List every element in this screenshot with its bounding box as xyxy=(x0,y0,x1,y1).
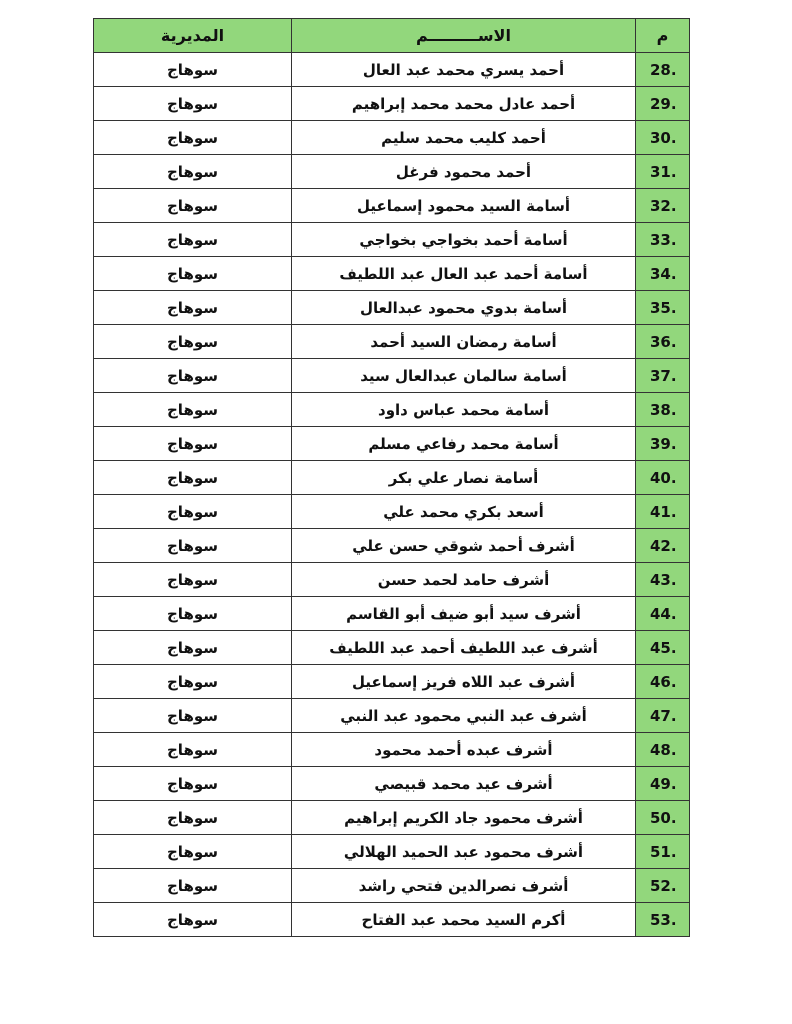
row-name: أشرف حامد لحمد حسن xyxy=(292,563,636,597)
row-number: 53. xyxy=(636,903,690,937)
row-name: أسامة محمد رفاعي مسلم xyxy=(292,427,636,461)
row-directorate: سوهاج xyxy=(94,903,292,937)
table-row xyxy=(94,869,690,903)
row-name: أحمد محمود فرغل xyxy=(292,155,636,189)
row-directorate: سوهاج xyxy=(94,529,292,563)
table-row xyxy=(94,699,690,733)
row-name: أحمد عادل محمد محمد إبراهيم xyxy=(292,87,636,121)
row-number: 45. xyxy=(636,631,690,665)
row-directorate: سوهاج xyxy=(94,597,292,631)
table-row xyxy=(94,767,690,801)
row-name: أشرف محمود جاد الكريم إبراهيم xyxy=(292,801,636,835)
table-row xyxy=(94,291,690,325)
table-row xyxy=(94,563,690,597)
row-number: 40. xyxy=(636,461,690,495)
row-number: 41. xyxy=(636,495,690,529)
table-row xyxy=(94,189,690,223)
row-directorate: سوهاج xyxy=(94,291,292,325)
row-directorate: سوهاج xyxy=(94,189,292,223)
row-directorate: سوهاج xyxy=(94,427,292,461)
row-name: أشرف نصرالدين فتحي راشد xyxy=(292,869,636,903)
row-number: 48. xyxy=(636,733,690,767)
row-directorate: سوهاج xyxy=(94,699,292,733)
row-number: 42. xyxy=(636,529,690,563)
row-name: أكرم السيد محمد عبد الفتاح xyxy=(292,903,636,937)
header-row xyxy=(94,19,690,53)
table-row xyxy=(94,87,690,121)
row-name: أشرف عبد اللاه فريز إسماعيل xyxy=(292,665,636,699)
row-number: 38. xyxy=(636,393,690,427)
table-row xyxy=(94,257,690,291)
row-name: أشرف عبده أحمد محمود xyxy=(292,733,636,767)
table-row xyxy=(94,801,690,835)
row-number: 29. xyxy=(636,87,690,121)
row-number: 51. xyxy=(636,835,690,869)
table-row xyxy=(94,495,690,529)
row-directorate: سوهاج xyxy=(94,801,292,835)
table-row xyxy=(94,733,690,767)
row-number: 44. xyxy=(636,597,690,631)
row-name: أسامة رمضان السيد أحمد xyxy=(292,325,636,359)
row-number: 52. xyxy=(636,869,690,903)
table-row xyxy=(94,903,690,937)
row-name: أسعد بكري محمد علي xyxy=(292,495,636,529)
row-name: أشرف سيد أبو ضيف أبو القاسم xyxy=(292,597,636,631)
header-name: الاســـــــــم xyxy=(292,19,636,53)
row-directorate: سوهاج xyxy=(94,461,292,495)
row-name: أسامة السيد محمود إسماعيل xyxy=(292,189,636,223)
row-name: أشرف عبد النبي محمود عبد النبي xyxy=(292,699,636,733)
row-name: أحمد كليب محمد سليم xyxy=(292,121,636,155)
row-directorate: سوهاج xyxy=(94,495,292,529)
names-table xyxy=(93,18,690,937)
row-name: أشرف عبد اللطيف أحمد عبد اللطيف xyxy=(292,631,636,665)
row-number: 49. xyxy=(636,767,690,801)
row-name: أحمد يسري محمد عبد العال xyxy=(292,53,636,87)
row-number: 28. xyxy=(636,53,690,87)
row-number: 33. xyxy=(636,223,690,257)
table-row xyxy=(94,223,690,257)
table-row xyxy=(94,359,690,393)
row-directorate: سوهاج xyxy=(94,53,292,87)
row-number: 46. xyxy=(636,665,690,699)
row-number: 37. xyxy=(636,359,690,393)
table-row xyxy=(94,835,690,869)
table-row xyxy=(94,665,690,699)
table-row xyxy=(94,631,690,665)
row-number: 35. xyxy=(636,291,690,325)
row-number: 31. xyxy=(636,155,690,189)
row-number: 43. xyxy=(636,563,690,597)
row-number: 39. xyxy=(636,427,690,461)
row-directorate: سوهاج xyxy=(94,223,292,257)
row-directorate: سوهاج xyxy=(94,869,292,903)
table-row xyxy=(94,325,690,359)
row-name: أسامة أحمد بخواجي بخواجي xyxy=(292,223,636,257)
row-name: أسامة أحمد عبد العال عبد اللطيف xyxy=(292,257,636,291)
row-directorate: سوهاج xyxy=(94,835,292,869)
table-row xyxy=(94,427,690,461)
row-number: 36. xyxy=(636,325,690,359)
row-directorate: سوهاج xyxy=(94,155,292,189)
row-number: 34. xyxy=(636,257,690,291)
header-number: م xyxy=(636,19,690,53)
row-number: 30. xyxy=(636,121,690,155)
row-name: أشرف أحمد شوقي حسن علي xyxy=(292,529,636,563)
row-name: أسامة نصار علي بكر xyxy=(292,461,636,495)
table-row xyxy=(94,155,690,189)
header-directorate: المديرية xyxy=(94,19,292,53)
row-directorate: سوهاج xyxy=(94,359,292,393)
table-row xyxy=(94,53,690,87)
row-directorate: سوهاج xyxy=(94,393,292,427)
table-row xyxy=(94,529,690,563)
row-directorate: سوهاج xyxy=(94,257,292,291)
row-number: 32. xyxy=(636,189,690,223)
row-name: أشرف محمود عبد الحميد الهلالي xyxy=(292,835,636,869)
row-name: أشرف عيد محمد قبيصي xyxy=(292,767,636,801)
row-name: أسامة محمد عباس داود xyxy=(292,393,636,427)
row-directorate: سوهاج xyxy=(94,87,292,121)
table-row xyxy=(94,121,690,155)
row-directorate: سوهاج xyxy=(94,631,292,665)
row-name: أسامة سالمان عبدالعال سيد xyxy=(292,359,636,393)
row-name: أسامة بدوي محمود عبدالعال xyxy=(292,291,636,325)
row-number: 47. xyxy=(636,699,690,733)
table-row xyxy=(94,393,690,427)
table-row xyxy=(94,461,690,495)
row-directorate: سوهاج xyxy=(94,767,292,801)
row-directorate: سوهاج xyxy=(94,563,292,597)
row-directorate: سوهاج xyxy=(94,665,292,699)
row-directorate: سوهاج xyxy=(94,121,292,155)
row-directorate: سوهاج xyxy=(94,325,292,359)
table-row xyxy=(94,597,690,631)
row-number: 50. xyxy=(636,801,690,835)
row-directorate: سوهاج xyxy=(94,733,292,767)
names-sheet xyxy=(93,18,689,937)
